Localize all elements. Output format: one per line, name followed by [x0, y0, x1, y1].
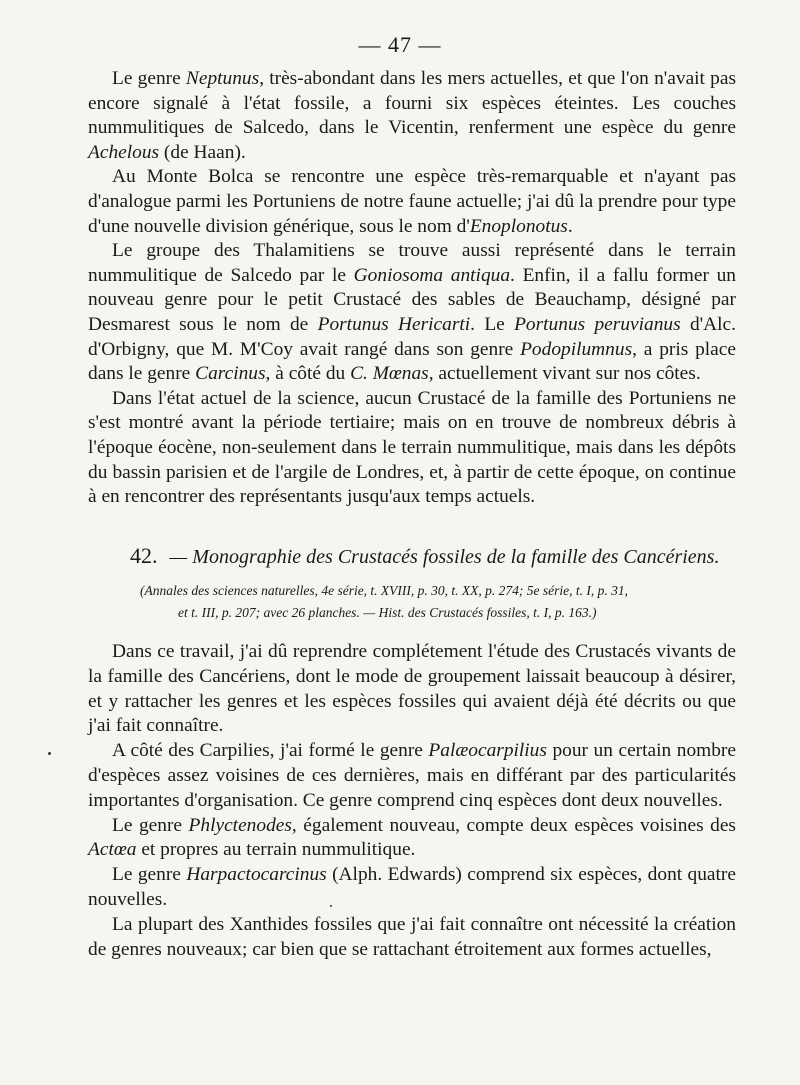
section-text	[88, 640, 736, 962]
text-run: Le genre	[112, 68, 186, 89]
paragraph	[88, 814, 736, 864]
text-run: A côté des Carpilies, j'ai formé le genre	[112, 740, 429, 762]
italic-term: Palæocarpilius	[428, 740, 547, 762]
text-run: , a pris place dans le genre	[88, 338, 736, 385]
citation-line: et t. III, p. 207; avec 26 planches. — Hist. des Crustacés fossiles, t. I, p. 163.)	[178, 605, 597, 620]
ink-speck	[48, 752, 51, 755]
paragraph	[88, 640, 736, 739]
paragraph	[88, 913, 736, 963]
italic-term: Goniosoma antiqua	[353, 264, 511, 286]
paragraph	[88, 67, 736, 165]
paragraph	[88, 387, 736, 510]
text-run: . Enfin, il a fallu former un nouveau genre pour le petit Crustacé des sables de Beauchamp, désigné par Desmarest sous le nom de	[88, 264, 736, 335]
text-run: Le genre	[112, 864, 187, 886]
text-run: , très-abondant dans les mers actuelles, et que l'on n'avait pas encore signalé à l'état fossile, a fourni six espèces éteintes. Les couches nummulitiques de Salcedo, dans le Vicentin, renferment une espèce du genre	[88, 68, 736, 139]
paragraph	[88, 863, 736, 913]
italic-term: Harpactocarcinus	[186, 864, 327, 886]
italic-term: Portunus Hericarti	[317, 313, 471, 335]
text-run: , également nouveau, compte deux espèces voisines des	[291, 814, 736, 836]
intro-text	[88, 67, 736, 510]
italic-term: Podopilumnus	[520, 338, 633, 360]
text-run: et propres au terrain nummulitique.	[136, 839, 416, 861]
text-run: Dans ce travail, j'ai dû reprendre complétement l'étude des Crustacés vivants de la famille des Cancériens, dont le mode de groupement laissait beaucoup à désirer, et y rattacher les genres et les espèces fossiles qui avaient déjà été décrits ou que j'ai fait connaître.	[88, 641, 736, 737]
italic-term: Actœa	[88, 839, 137, 861]
text-run: , actuellement vivant sur nos côtes.	[428, 363, 701, 385]
text-run: . Le	[470, 313, 515, 335]
text-run: Le genre	[112, 814, 189, 836]
text-run: Le groupe des Thalamitiens se trouve aussi représenté dans le terrain nummulitique de Salcedo par le	[88, 240, 736, 286]
paragraph	[88, 165, 736, 239]
citation-line: (Annales des sciences naturelles, 4e série, t. XVIII, p. 30, t. XX, p. 274; 5e série, t. I, p. 31,	[140, 583, 629, 598]
text-run: .	[567, 215, 573, 237]
section-heading	[130, 543, 750, 569]
text-run: (Alph. Edwards) comprend six espèces, dont quatre nouvelles.	[88, 864, 736, 910]
italic-term: Achelous	[88, 141, 160, 163]
text-run: pour un certain nombre d'espèces assez voisines de ces dernières, mais en différant par des particularités importantes d'organisation. Ce genre comprend cinq espèces dont deux nouvelles.	[88, 740, 736, 811]
italic-term: Carcinus	[195, 363, 266, 385]
text-run: , à côté du	[265, 363, 351, 385]
text-run: La plupart des Xanthides fossiles que j'ai fait connaître ont nécessité la création de genres nouveaux; car bien que se rattachant étroitement aux formes actuelles,	[88, 913, 736, 960]
italic-term: C. Mœnas	[350, 363, 429, 385]
section-number: 42.	[130, 543, 158, 568]
italic-term: Enoplonotus	[469, 215, 568, 237]
italic-term: Phlyctenodes	[188, 814, 292, 836]
section-title: — Monographie des Crustacés fossiles de la famille des Cancériens.	[169, 546, 720, 568]
paragraph	[88, 239, 736, 387]
text-run: Dans l'état actuel de la science, aucun Crustacé de la famille des Portuniens ne s'est montré avant la période tertiaire; mais on en trouve de nombreux débris à l'époque éocène, non-seulement dans le terrain nummulitique, mais dans les dépôts du bassin parisien et de l'argile de Londres, et, à partir de cette époque, on continue à en rencontrer des représentants jusqu'aux temps actuels.	[88, 387, 736, 508]
text-run: (de Haan).	[159, 141, 246, 163]
paragraph	[88, 739, 736, 813]
italic-term: Portunus peruvianus	[514, 313, 681, 335]
text-run: Au Monte Bolca se rencontre une espèce très-remarquable et n'ayant pas d'analogue parmi les Portuniens de notre faune actuelle; j'ai dû la prendre pour type d'une nouvelle division générique, sous le nom d'	[88, 166, 736, 237]
italic-term: Neptunus	[185, 68, 260, 89]
ink-speck	[330, 905, 332, 907]
citation	[140, 580, 740, 624]
text-run: d'Alc. d'Orbigny, que M. M'Coy avait rangé dans son genre	[88, 313, 736, 360]
page-number: — 47 —	[358, 32, 442, 57]
